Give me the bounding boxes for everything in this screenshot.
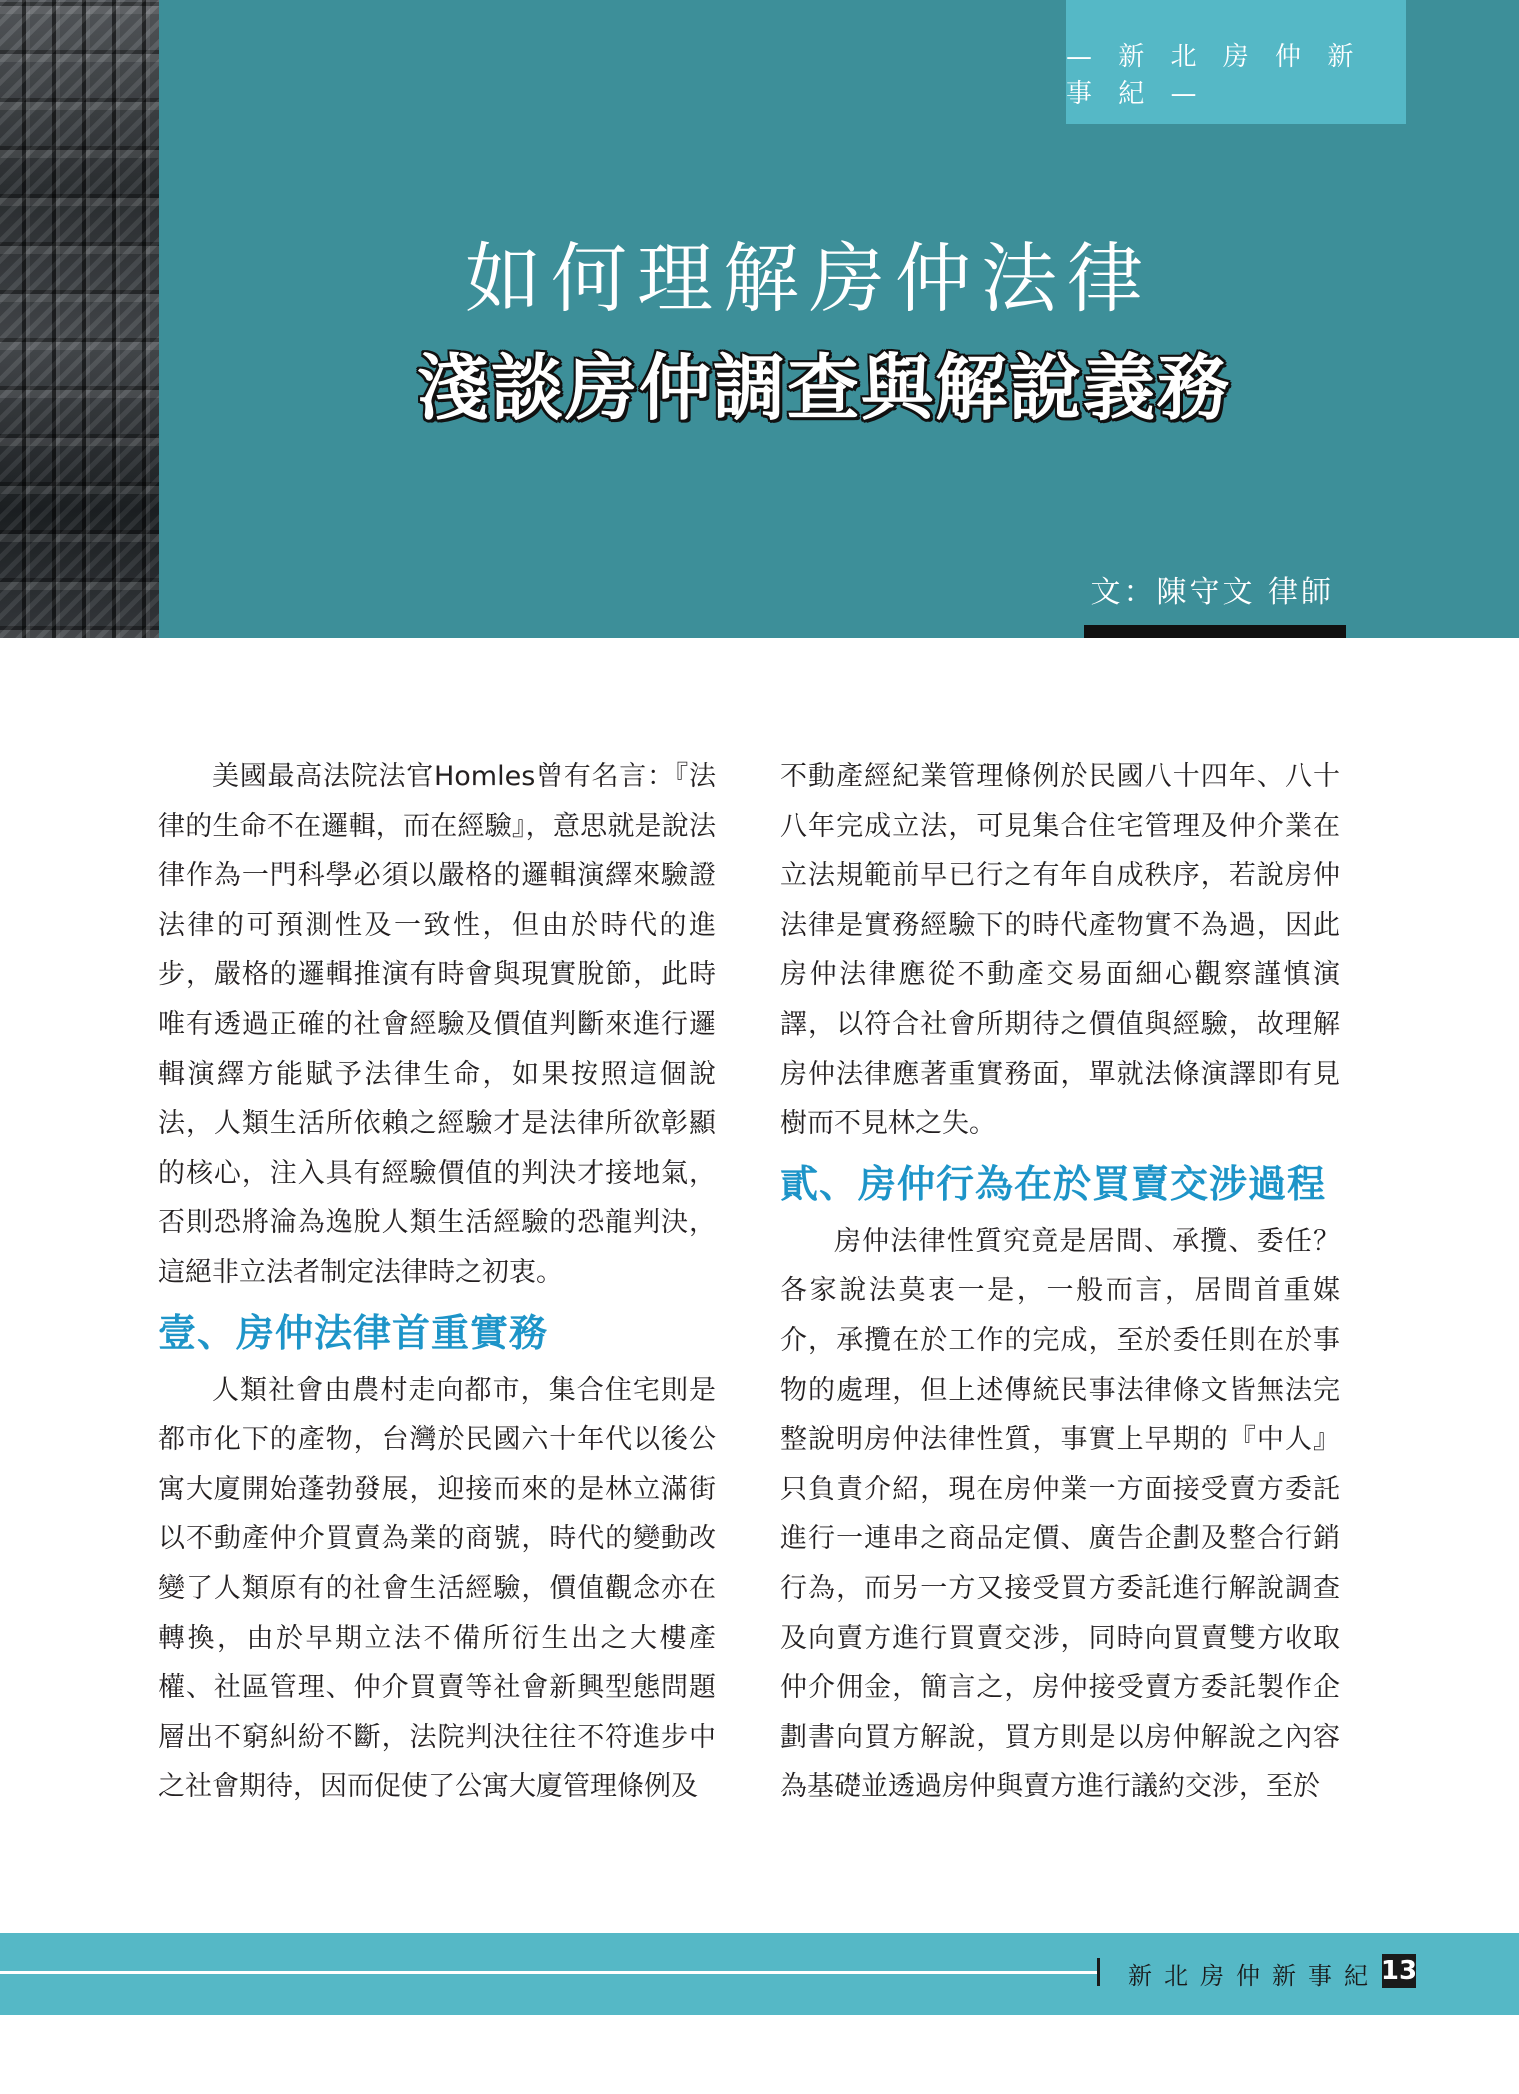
page-number: 13 [1380,1956,1418,1986]
column-left [158,752,716,1812]
section2-heading: 貳、房仲行為在於買賣交涉過程 [780,1161,1327,1206]
intro-paragraph: 美國最高法院法官Homles曾有名言：『法律的生命不在邏輯，而在經驗』，意思就是說法律作為一門科學必須以嚴格的邏輯演繹來驗證法律的可預測性及一致性，但由於時代的進步，嚴格的邏輯推演有時會與現實脫節，此時唯有透過正確的社會經驗及價值判斷來進行邏輯演繹方能賦予法律生命，如果按照這個說法，人類生活所依賴之經驗才是法律所欲彰顯的核心，注入具有經驗價值的判決才接地氣，否則恐將淪為逸脫人類生活經驗的恐龍判決，這絕非立法者制定法律時之初衷。 [158,761,716,1288]
footer-magazine-name: 新北房仲新事紀 [1128,1962,1380,1990]
article-title: 如何理解房仲法律 [465,234,1153,323]
section2-paragraph: 房仲法律性質究竟是居間、承攬、委任？各家說法莫衷一是，一般而言，居間首重媒介，承攬在於工作的完成，至於委任則在於事物的處理，但上述傳統民事法律條文皆無法完整說明房仲法律性質，事實上早期的『中人』只負責介紹，現在房仲業一方面接受賣方委託進行一連串之商品定價、廣告企劃及整合行銷行為，而另一方又接受買方委託進行解說調查及向賣方進行買賣交涉，同時向買賣雙方收取仲介佣金，簡言之，房仲接受賣方委託製作企劃書向買方解說，買方則是以房仲解說之內容為基礎並透過房仲與賣方進行議約交涉，至於 [780,1225,1340,1803]
column-right [780,752,1340,1812]
footer-rule [0,1971,1097,1974]
section1-paragraph: 人類社會由農村走向都市，集合住宅則是都市化下的產物，台灣於民國六十年代以後公寓大廈開始蓬勃發展，迎接而來的是林立滿街以不動產仲介買賣為業的商號，時代的變動改變了人類原有的社會生活經驗，價值觀念亦在轉換，由於早期立法不備所衍生出之大樓產權、社區管理、仲介買賣等社會新興型態問題層出不窮糾紛不斷，法院判決往往不符進步中之社會期待，因而促使了公寓大廈管理條例及 [158,1374,716,1803]
author-underline [1084,625,1346,638]
author-byline: 文：陳守文 律師 [1090,575,1334,610]
footer-divider [1097,1958,1100,1986]
section1-paragraph-continued: 不動產經紀業管理條例於民國八十四年、八十八年完成立法，可見集合住宅管理及仲介業在立法規範前早已行之有年自成秩序，若說房仲法律是實務經驗下的時代產物實不為過，因此房仲法律應從不動產交易面細心觀察謹慎演譯，以符合社會所期待之價值與經驗，故理解房仲法律應著重實務面，單就法條演譯即有見樹而不見林之失。 [780,761,1340,1140]
header-banner [0,0,1519,638]
section1-heading: 壹、房仲法律首重實務 [158,1310,549,1355]
series-tag: — 新 北 房 仲 新 事 紀 — [1066,0,1406,124]
building-photo [0,0,159,638]
article-subtitle: 淺談房仲調查與解說義務 [416,346,1231,430]
